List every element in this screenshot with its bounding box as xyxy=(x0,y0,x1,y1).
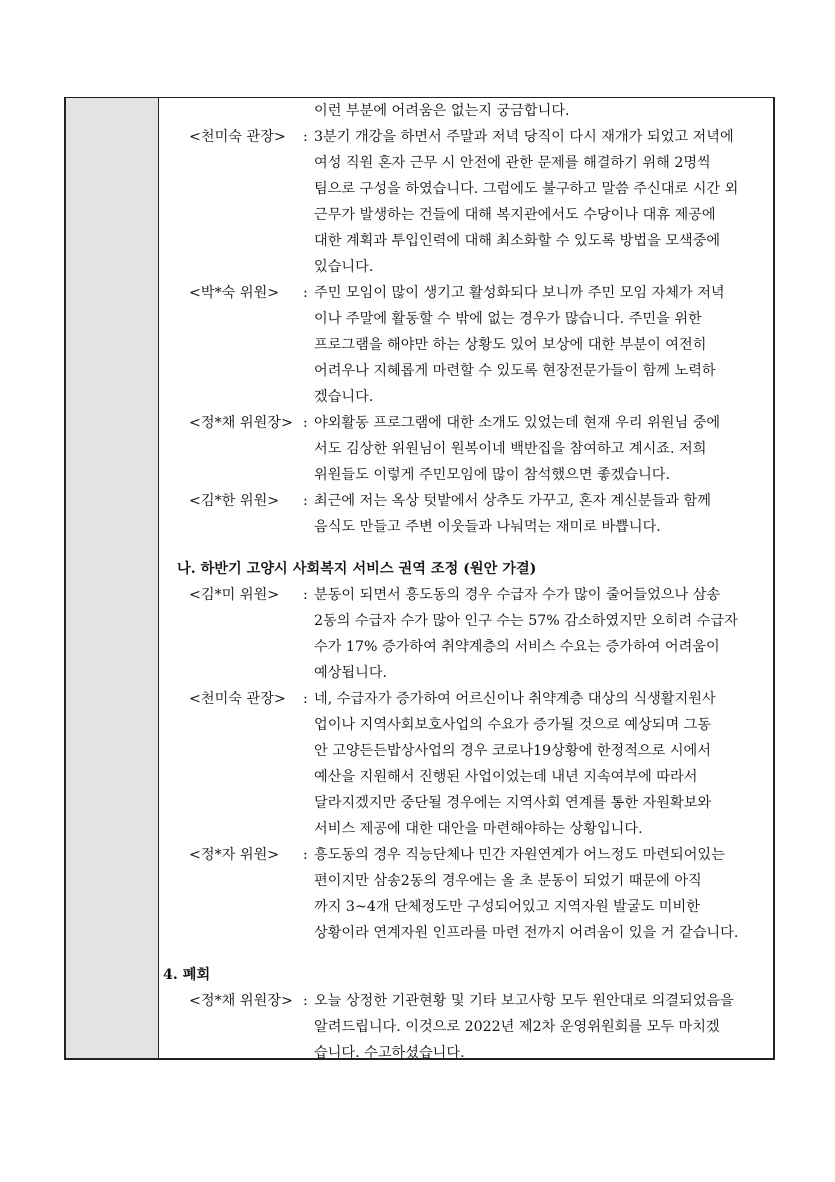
speaker-label: <김*한 위원> xyxy=(189,493,280,509)
statement-line: 2동의 수급자 수가 많아 인구 수는 57% 감소하였지만 오히려 수급자 xyxy=(314,613,738,629)
statement-line: 3분기 개강을 하면서 주말과 저녁 당직이 다시 재개가 되었고 저녁에 xyxy=(314,129,734,145)
statement-line: 달라지겠지만 중단될 경우에는 지역사회 연계를 통한 자원확보와 xyxy=(314,795,712,811)
minutes-content xyxy=(161,98,773,1061)
speaker-colon: : xyxy=(303,129,308,145)
statement-line: 서도 김상한 위원님이 원복이네 백반집을 참여하고 계시죠. 저희 xyxy=(314,441,707,457)
left-shaded-column xyxy=(66,98,159,1058)
statement-line: 근무가 발생하는 건들에 대해 복지관에서도 수당이나 대휴 제공에 xyxy=(314,207,716,223)
statement-line: 흥도동의 경우 직능단체나 민간 자원연계가 어느정도 마련되어있는 xyxy=(314,847,725,863)
statement-line: 음식도 만들고 주변 이웃들과 나눠먹는 재미로 바쁩니다. xyxy=(314,519,661,535)
statement-line: 습니다. 수고하셨습니다. xyxy=(314,1045,465,1061)
speaker-label: <박*숙 위원> xyxy=(189,285,280,301)
speaker-colon: : xyxy=(303,847,308,863)
speaker-colon: : xyxy=(303,493,308,509)
speaker-label: <정*채 위원장> xyxy=(189,415,293,431)
statement-line: 알려드립니다. 이것으로 2022년 제2차 운영위원회를 모두 마치겠 xyxy=(314,1019,720,1035)
statement-line: 겠습니다. xyxy=(314,389,374,405)
statement-line: 주민 모임이 많이 생기고 활성화되다 보니까 주민 모임 자체가 저녁 xyxy=(314,285,725,301)
statement-line: 위원들도 이렇게 주민모임에 많이 참석했으면 좋겠습니다. xyxy=(314,467,670,483)
statement-line: 안 고양든든밥상사업의 경우 코로나19상황에 한정적으로 시에서 xyxy=(314,743,711,759)
statement-line: 네, 수급자가 증가하여 어르신이나 취약계층 대상의 식생활지원사 xyxy=(314,691,716,707)
speaker-colon: : xyxy=(303,691,308,707)
speaker-colon: : xyxy=(303,993,308,1009)
speaker-label: <천미숙 관장> xyxy=(189,129,286,145)
statement-line: 편이지만 삼송2동의 경우에는 올 초 분동이 되었기 때문에 아직 xyxy=(314,873,702,889)
statement-line: 대한 계획과 투입인력에 대해 최소화할 수 있도록 방법을 모색중에 xyxy=(314,233,721,249)
statement-line: 팀으로 구성을 하였습니다. 그럼에도 불구하고 말씀 주신대로 시간 외 xyxy=(314,181,739,197)
statement-line: 있습니다. xyxy=(314,259,374,275)
speaker-label: <정*자 위원> xyxy=(189,847,280,863)
statement-line: 업이나 지역사회보호사업의 수요가 증가될 것으로 예상되며 그동 xyxy=(314,717,712,733)
statement-line: 오늘 상정한 기관현황 및 기타 보고사항 모두 원안대로 의결되었음을 xyxy=(314,993,734,1009)
speaker-label: <정*채 위원장> xyxy=(189,993,293,1009)
statement-line: 이나 주말에 활동할 수 밖에 없는 경우가 많습니다. 주민을 위한 xyxy=(314,311,702,327)
statement-line: 수가 17% 증가하여 취약계층의 서비스 수요는 증가하여 어려움이 xyxy=(314,639,720,655)
section-heading: 나. 하반기 고양시 사회복지 서비스 권역 조정 (원안 가결) xyxy=(177,561,537,577)
statement-line: 예상됩니다. xyxy=(314,665,388,681)
speaker-colon: : xyxy=(303,587,308,603)
continuation-line: 이런 부분에 어려움은 없는지 궁금합니다. xyxy=(314,103,570,119)
statement-line: 까지 3~4개 단체정도만 구성되어있고 지역자원 발굴도 미비한 xyxy=(314,899,700,915)
closing-section-heading: 4. 폐회 xyxy=(163,967,211,983)
statement-line: 최근에 저는 옥상 텃밭에서 상추도 가꾸고, 혼자 계신분들과 함께 xyxy=(314,493,711,509)
statement-line: 여성 직원 혼자 근무 시 안전에 관한 문제를 해결하기 위해 2명씩 xyxy=(314,155,711,171)
speaker-label: <김*미 위원> xyxy=(189,587,280,603)
statement-line: 상황이라 연계자원 인프라를 마련 전까지 어려움이 있을 거 같습니다. xyxy=(314,925,739,941)
speaker-colon: : xyxy=(303,285,308,301)
speaker-label: <천미숙 관장> xyxy=(189,691,286,707)
speaker-colon: : xyxy=(303,415,308,431)
statement-line: 분동이 되면서 흥도동의 경우 수급자 수가 많이 줄어들었으나 삼송 xyxy=(314,587,721,603)
statement-line: 예산을 지원해서 진행된 사업이었는데 내년 지속여부에 따라서 xyxy=(314,769,698,785)
minutes-table xyxy=(64,97,775,1060)
statement-line: 서비스 제공에 대한 대안을 마련해야하는 상황입니다. xyxy=(314,821,643,837)
statement-line: 어려우나 지혜롭게 마련할 수 있도록 현장전문가들이 함께 노력하 xyxy=(314,363,716,379)
statement-line: 프로그램을 해야만 하는 상황도 있어 보상에 대한 부분이 여전히 xyxy=(314,337,707,353)
statement-line: 야외활동 프로그램에 대한 소개도 있었는데 현재 우리 위원님 중에 xyxy=(314,415,721,431)
